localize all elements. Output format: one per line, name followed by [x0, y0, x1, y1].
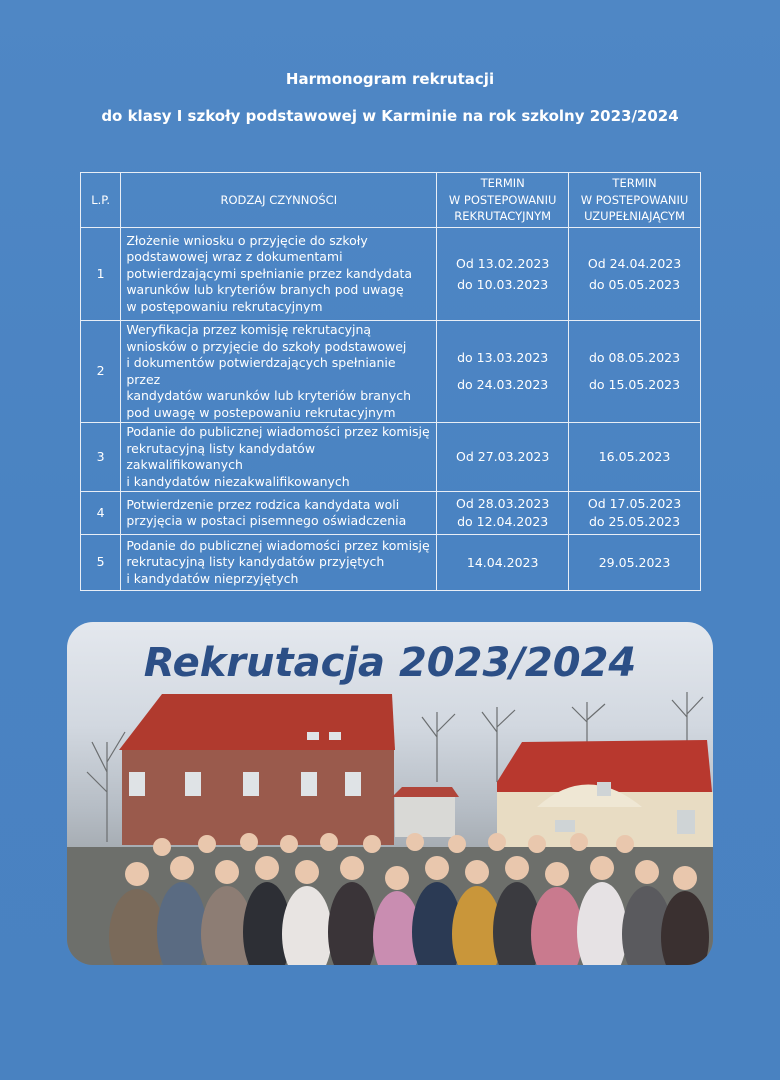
task-line: Potwierdzenie przez rodzica kandydata woli — [126, 496, 400, 512]
task-line: i kandydatów nieprzyjętych — [126, 570, 299, 586]
brick-building — [119, 694, 395, 845]
task-line: rekrutacyjną listy kandydatów zakwalifikowanych — [126, 440, 316, 473]
term-line: 14.04.2023 — [466, 554, 539, 570]
row-term-recruitment — [437, 423, 569, 492]
table-row — [81, 228, 701, 321]
task-line: pod uwagę w postepowaniu rekrutacyjnym — [126, 404, 396, 420]
row-task — [121, 321, 437, 423]
header-term-supplementary-line: W POSTEPOWANIU — [580, 192, 689, 207]
header-lp: L.P. — [81, 173, 121, 228]
task-line: i dokumentów potwierdzających spełnianie przez — [126, 355, 396, 387]
table-row — [81, 321, 701, 423]
table-row — [81, 535, 701, 591]
task-line: rekrutacyjną listy kandydatów przyjętych — [126, 554, 385, 570]
schedule-table — [80, 172, 701, 591]
header-term-supplementary — [569, 173, 701, 228]
row-term-supplementary — [569, 321, 701, 423]
row-number: 4 — [81, 492, 121, 535]
row-term-recruitment — [437, 321, 569, 423]
term-line: Od 28.03.2023 — [456, 495, 550, 511]
document-subtitle: do klasy I szkoły podstawowej w Karminie na rok szkolny 2023/2024 — [101, 107, 679, 125]
table-row — [81, 423, 701, 492]
term-line: do 08.05.2023 — [588, 350, 681, 366]
term-line: do 15.05.2023 — [588, 376, 681, 392]
term-line: do 12.04.2023 — [457, 514, 549, 530]
school-photo — [67, 622, 713, 965]
header-term-recruitment — [437, 173, 569, 228]
row-term-supplementary — [569, 228, 701, 321]
task-line: warunków lub kryteriów branych pod uwagę — [126, 282, 404, 298]
row-term-recruitment — [437, 492, 569, 535]
small-roof — [392, 787, 459, 797]
task-line: kandydatów warunków lub kryteriów branych — [126, 388, 412, 404]
row-term-supplementary — [569, 423, 701, 492]
header-term-supplementary-line: UZUPEŁNIAJĄCYM — [584, 209, 685, 224]
task-line: podstawowej wraz z dokumentami — [126, 249, 343, 265]
row-term-supplementary — [569, 535, 701, 591]
term-line: do 05.05.2023 — [588, 277, 681, 293]
task-line: Podanie do publicznej wiadomości przez komisję — [126, 537, 430, 553]
term-line: do 24.03.2023 — [457, 376, 549, 392]
row-task — [121, 535, 437, 591]
header-task: RODZAJ CZYNNOŚCI — [121, 173, 437, 228]
small-building — [395, 797, 455, 837]
term-line: do 13.03.2023 — [457, 350, 549, 366]
table-row — [81, 492, 701, 535]
task-line: Podanie do publicznej wiadomości przez komisję — [126, 424, 430, 440]
row-number: 3 — [81, 423, 121, 492]
task-line: przyjęcia w postaci pisemnego oświadczenia — [126, 513, 407, 529]
row-term-supplementary — [569, 492, 701, 535]
row-task — [121, 228, 437, 321]
row-number: 1 — [81, 228, 121, 321]
header-term-supplementary-line: TERMIN — [612, 176, 657, 190]
table-header-row — [81, 173, 701, 228]
row-number: 5 — [81, 535, 121, 591]
term-line: Od 17.05.2023 — [587, 495, 682, 511]
term-line: do 10.03.2023 — [457, 277, 549, 293]
task-line: wniosków o przyjęcie do szkoły podstawowej — [126, 338, 407, 354]
cream-building — [497, 740, 713, 852]
header-term-recruitment-line: TERMIN — [480, 176, 525, 190]
task-line: w postępowaniu rekrutacyjnym — [126, 298, 323, 314]
task-line: Złożenie wniosku o przyjęcie do szkoły — [126, 232, 368, 248]
term-line: do 25.05.2023 — [588, 514, 681, 530]
task-line: Weryfikacja przez komisję rekrutacyjną — [126, 322, 372, 338]
term-line: Od 27.03.2023 — [456, 449, 550, 465]
row-number: 2 — [81, 321, 121, 423]
row-term-recruitment — [437, 535, 569, 591]
recruitment-banner: Rekrutacja 2023/2024 — [143, 640, 637, 686]
row-task — [121, 423, 437, 492]
document-title: Harmonogram rekrutacji — [285, 70, 495, 88]
term-line: 16.05.2023 — [598, 449, 671, 465]
row-task — [121, 492, 437, 535]
term-line: 29.05.2023 — [598, 554, 671, 570]
task-line: potwierdzającymi spełnianie przez kandydata — [126, 265, 413, 281]
row-term-recruitment — [437, 228, 569, 321]
task-line: i kandydatów niezakwalifikowanych — [126, 473, 350, 489]
header-term-recruitment-line: REKRUTACYJNYM — [454, 209, 552, 224]
term-line: Od 13.02.2023 — [456, 255, 550, 271]
header-term-recruitment-line: W POSTEPOWANIU — [448, 192, 557, 207]
term-line: Od 24.04.2023 — [587, 255, 682, 271]
